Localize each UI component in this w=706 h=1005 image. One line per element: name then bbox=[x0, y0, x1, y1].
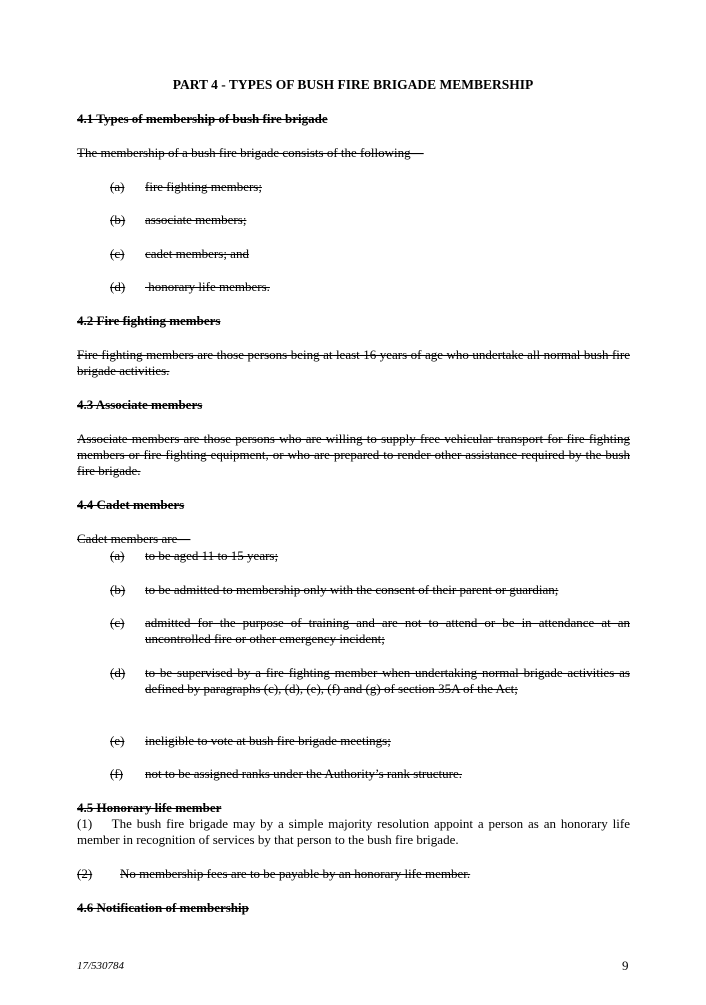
footer-reference: 17/530784 bbox=[77, 960, 125, 972]
list-text: No membership fees are to be payable by an honorary life member. bbox=[120, 866, 471, 881]
list-label: (b) bbox=[110, 212, 126, 227]
body-4-5-p1: (1) The bush fire brigade may by a simple majority resolution appoint a person as an honorary life member in recognition of services by that person to the bush fire brigade. bbox=[77, 816, 630, 847]
list-label: (a) bbox=[110, 548, 125, 563]
body-4-3: Associate members are those persons who are willing to supply free vehicular transport for fire fighting members or fire fighting equipment, or who are prepared to render other assistance required by the bush fire brigade. bbox=[77, 431, 630, 478]
list-text: to be admitted to membership only with the consent of their parent or guardian; bbox=[145, 582, 559, 597]
list-text: honorary life members. bbox=[145, 279, 270, 294]
intro-4-1: The membership of a bush fire brigade consists of the following— bbox=[77, 145, 424, 160]
list-label: (f) bbox=[110, 766, 123, 781]
body-4-2: Fire fighting members are those persons being at least 16 years of age who undertake all normal bush fire brigade activities. bbox=[77, 347, 630, 378]
list-text: associate members; bbox=[145, 212, 247, 227]
heading-4-1: 4.1 Types of membership of bush fire brigade bbox=[77, 111, 328, 126]
list-text: to be aged 11 to 15 years; bbox=[145, 548, 279, 563]
page-title: PART 4 - TYPES OF BUSH FIRE BRIGADE MEMBERSHIP bbox=[172, 77, 534, 92]
list-text: cadet members; and bbox=[145, 246, 249, 261]
heading-4-5: 4.5 Honorary life member bbox=[77, 800, 222, 815]
heading-4-4: 4.4 Cadet members bbox=[77, 497, 185, 512]
intro-4-4: Cadet members are— bbox=[77, 531, 191, 546]
heading-4-2: 4.2 Fire fighting members bbox=[77, 313, 221, 328]
list-label: (d) bbox=[110, 279, 126, 294]
list-text: to be supervised by a fire fighting member when undertaking normal brigade activities as defined by paragraphs (c), (d), (e), (f) and (g) of section 35A of the Act; bbox=[145, 665, 630, 696]
list-text: ineligible to vote at bush fire brigade meetings; bbox=[145, 733, 391, 748]
list-label: (b) bbox=[110, 582, 126, 597]
list-label: (a) bbox=[110, 179, 125, 194]
list-label: (c) bbox=[110, 615, 125, 630]
page-number: 9 bbox=[622, 958, 629, 973]
list-text: admitted for the purpose of training and are not to attend or be in attendance at an uncontrolled fire or other emergency incident; bbox=[145, 615, 630, 646]
list-label: (e) bbox=[110, 733, 125, 748]
list-label: (2) bbox=[77, 866, 93, 881]
heading-4-6: 4.6 Notification of membership bbox=[77, 900, 249, 915]
list-label: (c) bbox=[110, 246, 125, 261]
list-text: fire fighting members; bbox=[145, 179, 262, 194]
list-label: (d) bbox=[110, 665, 126, 680]
heading-4-3: 4.3 Associate members bbox=[77, 397, 203, 412]
list-text: not to be assigned ranks under the Authority’s rank structure. bbox=[145, 766, 462, 781]
